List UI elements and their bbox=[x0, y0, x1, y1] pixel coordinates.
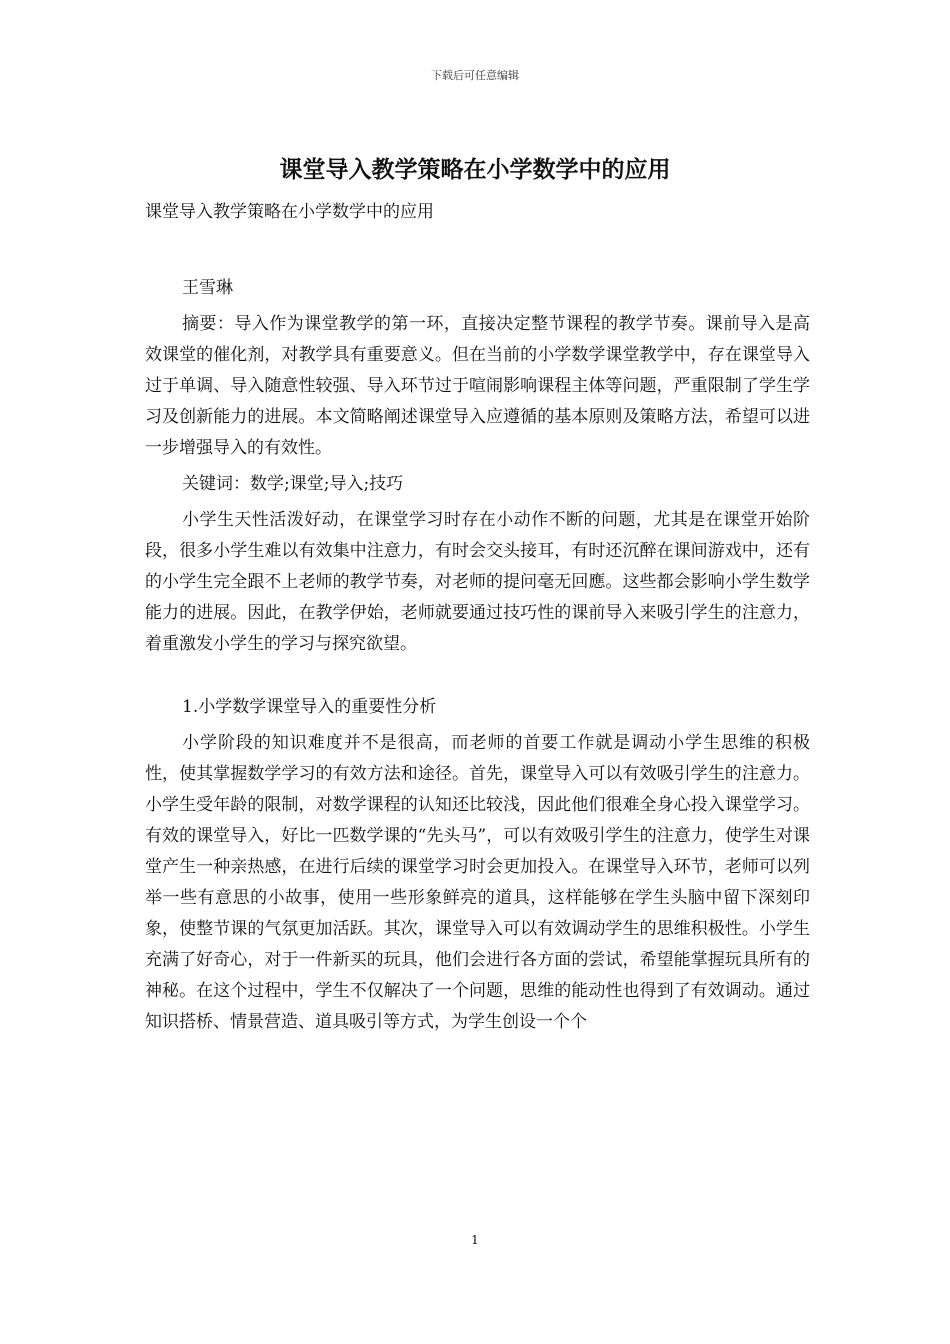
intro-paragraph: 小学生天性活泼好动，在课堂学习时存在小动作不断的问题，尤其是在课堂开始阶段，很多小学生难以有效集中注意力，有时会交头接耳，有时还沉醉在课间游戏中，还有的小学生完全跟不上老师的教学节奏，对老师的提问毫无回應。这些都会影响小学生数学能力的进展。因此，在教学伊始，老师就要通过技巧性的课前导入来吸引学生的注意力，着重激发小学生的学习与探究欲望。 bbox=[145, 510, 810, 654]
section-paragraph: 小学阶段的知识难度并不是很高，而老师的首要工作就是调动小学生思维的积极性，使其掌握数学学习的有效方法和途径。首先，课堂导入可以有效吸引学生的注意力。小学生受年龄的限制，对数学课程的认知还比较浅，因此他们很难全身心投入课堂学习。有效的课堂导入，好比一匹数学课的“先头马”，可以有效吸引学生的注意力，使学生对课堂产生一种亲热感，在进行后续的课堂学习时会更加投入。在课堂导入环节，老师可以列举一些有意思的小故事，使用一些形象鲜亮的道具，这样能够在学生头脑中留下深刻印象，使整节课的气氛更加活跃。其次，课堂导入可以有效调动学生的思维积极性。小学生充满了好奇心，对于一件新买的玩具，他们会进行各方面的尝试，希望能掌握玩具所有的神秘。在这个过程中，学生不仅解决了一个问题，思维的能动性也得到了有效调动。通过知识搭桥、情景营造、道具吸引等方式，为学生创设一个个 bbox=[145, 733, 810, 1032]
spacer bbox=[145, 660, 810, 692]
header-note: 下载后可任意编辑 bbox=[431, 69, 519, 82]
page-number: 1 bbox=[471, 1233, 479, 1247]
author: 王雪琳 bbox=[182, 278, 233, 298]
spacer bbox=[145, 228, 810, 273]
section-heading: 1.小学数学课堂导入的重要性分析 bbox=[182, 697, 437, 717]
keywords: 关键词：数学;课堂;导入;技巧 bbox=[182, 474, 404, 494]
document-body bbox=[145, 197, 810, 1038]
document-title: 课堂导入教学策略在小学数学中的应用 bbox=[279, 156, 671, 183]
abstract-paragraph: 摘要：导入作为课堂教学的第一环，直接决定整节课程的教学节奏。课前导入是高效课堂的催化剂，对教学具有重要意义。但在当前的小学数学课堂教学中，存在课堂导入过于单调、导入随意性较强、导入环节过于喧闹影响课程主体等问题，严重限制了学生学习及创新能力的进展。本文简略阐述课堂导入应遵循的基本原则及策略方法，希望可以进一步增强导入的有效性。 bbox=[145, 314, 810, 458]
subtitle: 课堂导入教学策略在小学数学中的应用 bbox=[145, 202, 434, 222]
